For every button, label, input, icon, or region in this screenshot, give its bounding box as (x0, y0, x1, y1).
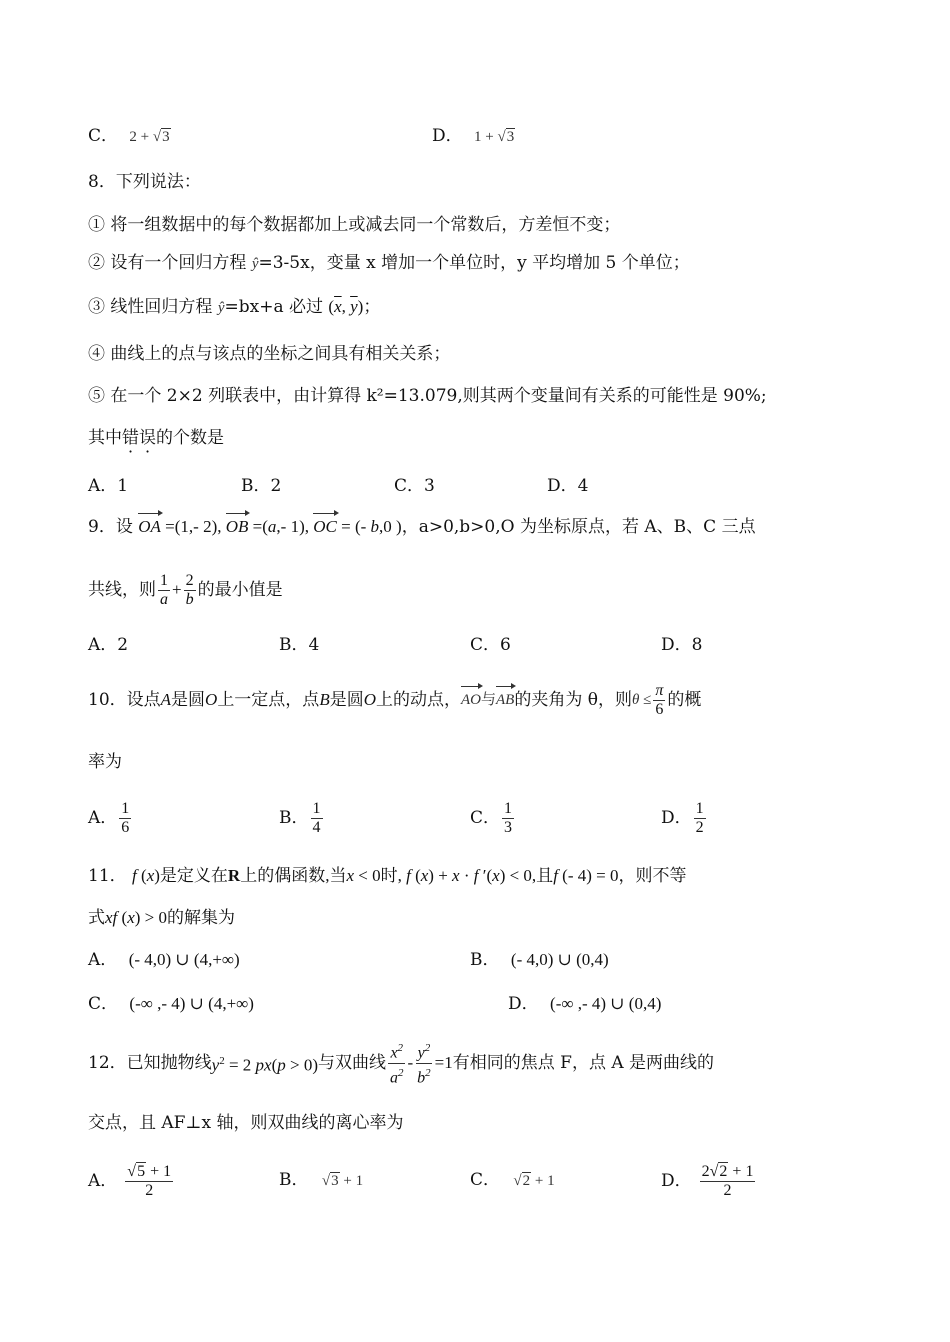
q7-option-d: D． 1 + √3 (432, 126, 515, 146)
q8-option-b: B．2 (241, 476, 282, 496)
y-hat: ŷ (217, 300, 225, 316)
q10-option-b: B． $\frac{1}{4}$ (279, 799, 321, 836)
q10-option-d: D． $\frac{1}{2}$ (661, 799, 704, 836)
q12-option-c: C． √2 + 1 (470, 1170, 555, 1190)
mean-point: ($\overline{x}$, $\overline{y}$) (328, 297, 364, 316)
q11-option-b: B． (- 4,0) ∪ (0,4) (470, 950, 609, 970)
q11-line-2: 式xf (x) > 0的解集为 (88, 908, 235, 928)
fraction-2-over-b: $\frac{2}{b}$ (185, 571, 194, 608)
q7-option-c-value: 2 + √3 (129, 129, 170, 145)
q8-question: 其中错误的个数是 (88, 428, 224, 448)
q7-option-d-value: 1 + √3 (474, 129, 515, 145)
vectors-ao-ab: AO与AB (461, 688, 514, 712)
q10-option-c: C． $\frac{1}{3}$ (470, 799, 513, 836)
q8-statement-5: ⑤ 在一个 2×2 列联表中，由计算得 k²=13.079,则其两个变量间有关系的可能性是 90%; (88, 386, 767, 406)
q11-line-1: 11． f (x)是定义在R上的偶函数,当x < 0时, f (x) + x · f ′(x) < 0,且f (- 4) = 0，则不等 (88, 866, 687, 886)
q7-option-c: C． 2 + √3 (88, 126, 170, 146)
q12-option-b: B． √3 + 1 (279, 1170, 364, 1190)
fraction-1-over-a: $\frac{1}{a}$ (160, 571, 168, 608)
q11-condition: f (x)是定义在R上的偶函数,当x < 0时, f (x) + x · f ′(x) < 0,且f (- 4) = 0 (132, 866, 619, 885)
q11-option-a: A． (- 4,0) ∪ (4,+∞) (88, 950, 240, 970)
q8-stem: 8．下列说法： (88, 172, 201, 192)
q12-line-2: 交点，且 AF⊥x 轴，则双曲线的离心率为 (88, 1113, 404, 1133)
q11-inequality: xf (x) > 0 (105, 908, 167, 927)
q10-option-a: A． $\frac{1}{6}$ (88, 799, 130, 836)
q8-statement-4: ④ 曲线上的点与该点的坐标之间具有相关关系； (88, 344, 451, 364)
q8-option-a: A．1 (88, 476, 129, 496)
y-hat: ŷ (251, 256, 259, 272)
q9-option-a: A．2 (88, 635, 129, 655)
fraction-x2-over-a2: $\frac{x^2}{a^2}$ (388, 1039, 406, 1087)
q9-line-2: 共线，则 $\frac{1}{a}$ + $\frac{2}{b}$ 的最小值是 (88, 571, 283, 608)
q8-option-d: D．4 (547, 476, 589, 496)
parabola-equation: $y^2 = 2$ px(p > 0) (211, 1054, 318, 1075)
q9-line-1: 9．设 OA =(1,- 2), OB =(a,- 1), OC = (- b,0 )，a>0,b>0,O 为坐标原点，若 A、B、C 三点 (88, 517, 756, 537)
q8-option-c: C．3 (394, 476, 435, 496)
q8-statement-2: ② 设有一个回归方程 ŷ=3-5x，变量 x 增加一个单位时，y 平均增加 5 个单位； (88, 253, 690, 273)
q9-option-c: C．6 (470, 635, 511, 655)
fraction-y2-over-b2: $\frac{y^2}{b^2}$ (415, 1039, 433, 1087)
q12-option-d: D． $\frac{2√2 + 1}{2}$ (661, 1162, 754, 1199)
q12-line-1: 12．已知抛物线 $y^2 = 2$ px(p > 0) 与双曲线 $\frac{x^2}{a^2}$ - $\frac{y^2}{b^2}$ =1 有相同的焦点 F，点 A 是两曲线的 (88, 1040, 714, 1086)
q8-statement-1: ① 将一组数据中的每个数据都加上或减去同一个常数后，方差恒不变； (88, 215, 621, 235)
q8-statement-3: ③ 线性回归方程 ŷ=bx+a 必过 ($\overline{x}$, $\overline{y}$)； (88, 297, 381, 317)
q9-option-d: D．8 (661, 635, 703, 655)
q9-option-b: B．4 (279, 635, 320, 655)
q11-option-d: D． (-∞ ,- 4) ∪ (0,4) (508, 994, 662, 1014)
q11-option-c: C． (-∞ ,- 4) ∪ (4,+∞) (88, 994, 254, 1014)
q10-line-2: 率为 (88, 752, 122, 772)
vector-definitions: OA =(1,- 2), OB =(a,- 1), OC = (- b,0 ) (138, 517, 401, 536)
q10-line-1: 10．设点 A 是圆 O 上一定点，点 B 是圆 O 上的动点， AO与AB 的夹角为 θ，则 θ ≤ $\frac{\pi}{6}$ 的概 (88, 681, 702, 718)
fraction-pi-over-6: $\frac{\pi}{6}$ (655, 681, 664, 718)
q12-option-a: A． $\frac{√5 + 1}{2}$ (88, 1162, 172, 1199)
